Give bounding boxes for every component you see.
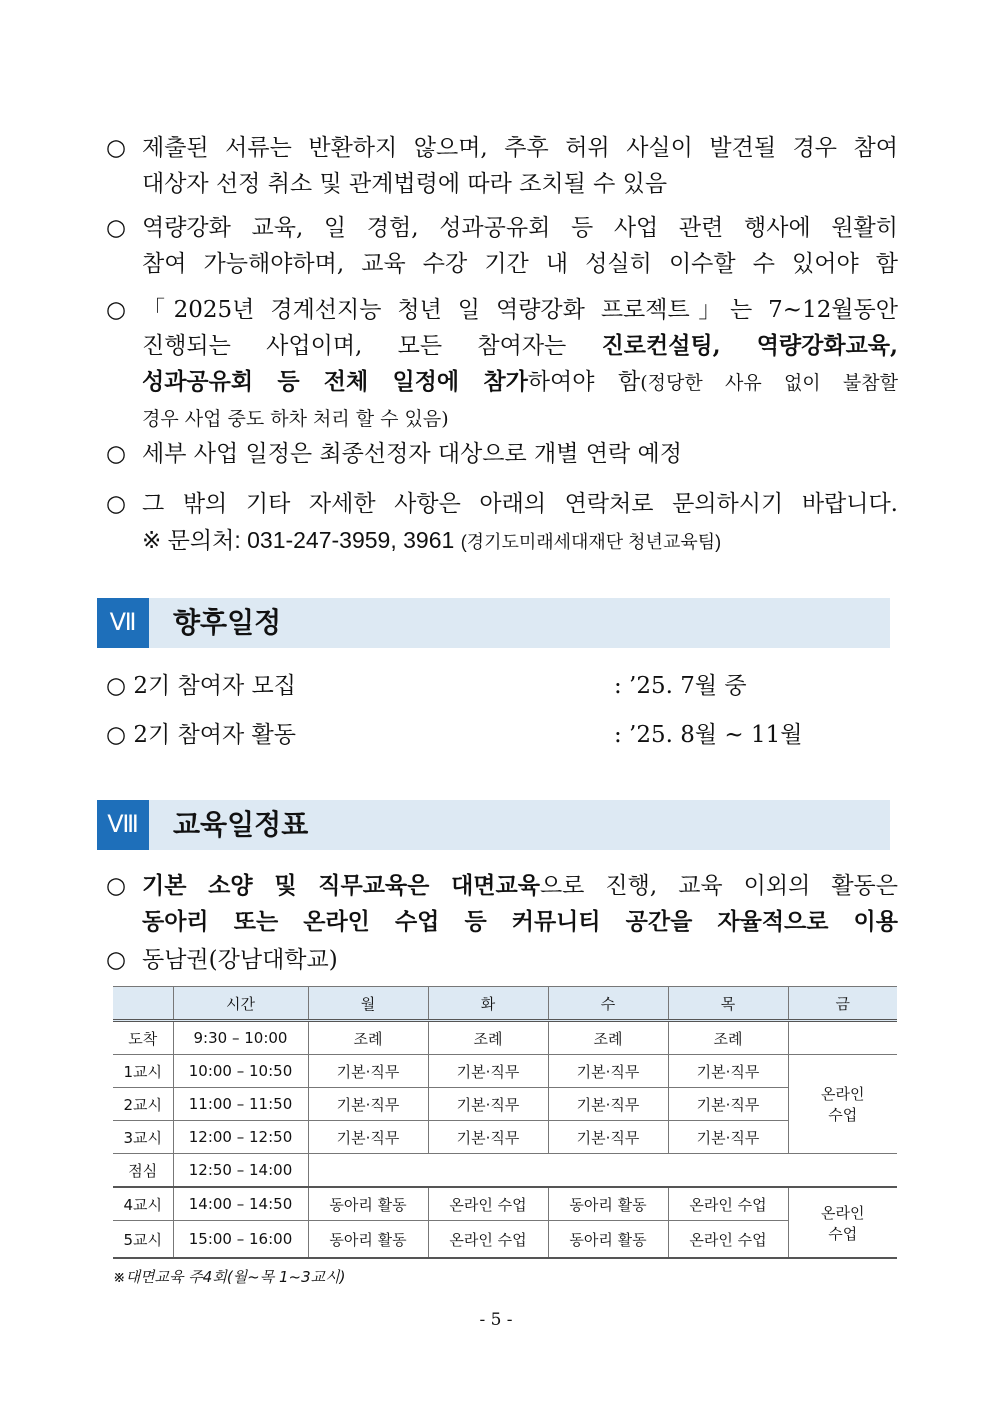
circle-bullet-icon: ○ bbox=[106, 722, 127, 748]
class-cell: 기본·직무 bbox=[548, 1055, 668, 1088]
time-cell: 12:50 – 14:00 bbox=[173, 1154, 308, 1188]
notice-returned-documents bbox=[106, 130, 898, 202]
table-row bbox=[113, 1055, 897, 1088]
time-cell: 12:00 – 12:50 bbox=[173, 1121, 308, 1154]
period-cell: 3교시 bbox=[113, 1121, 173, 1154]
header-cell: 시간 bbox=[173, 987, 308, 1021]
notice-region bbox=[106, 942, 898, 978]
contact-label: ※ 문의처: bbox=[142, 527, 248, 553]
class-cell: 조례 bbox=[428, 1021, 548, 1055]
bullet-line: 세부 사업 일정은 최종선정자 대상으로 개별 연락 예정 bbox=[142, 441, 682, 467]
table-row bbox=[113, 1221, 897, 1259]
circle-bullet-icon: ○ bbox=[106, 947, 127, 973]
bold-text: 성과공유회 등 전체 일정에 참가 bbox=[142, 368, 528, 395]
class-cell: 동아리 활동 bbox=[308, 1187, 428, 1221]
class-cell: 기본·직무 bbox=[548, 1088, 668, 1121]
circle-bullet-icon: ○ bbox=[106, 491, 127, 517]
period-cell: 5교시 bbox=[113, 1221, 173, 1259]
period-cell: 4교시 bbox=[113, 1187, 173, 1221]
time-cell: 10:00 – 10:50 bbox=[173, 1055, 308, 1088]
plain-text: 하여야 함 bbox=[527, 369, 641, 395]
contact-line bbox=[106, 522, 898, 560]
class-cell: 기본·직무 bbox=[428, 1121, 548, 1154]
section-header-timetable bbox=[97, 800, 890, 850]
class-cell: 기본·직무 bbox=[428, 1055, 548, 1088]
section-title: 교육일정표 bbox=[173, 808, 309, 841]
class-cell: 온라인 수업 bbox=[668, 1187, 788, 1221]
timetable-footnote: ※대면교육 주4회(월~목 1~3교시) bbox=[113, 1268, 346, 1286]
section-number: Ⅷ bbox=[97, 800, 149, 850]
table-header-row bbox=[113, 987, 897, 1021]
cell-line: 수업 bbox=[828, 1106, 858, 1124]
cell-line: 수업 bbox=[828, 1224, 858, 1243]
time-cell: 9:30 – 10:00 bbox=[173, 1021, 308, 1055]
bullet-line: 대상자 선정 취소 및 관계법령에 따라 조치될 수 있음 bbox=[142, 171, 668, 197]
plain-text: 으로 진행, 교육 이외의 활동은 bbox=[539, 873, 898, 899]
friday-online-cell bbox=[788, 1187, 897, 1258]
lunch-empty-cell bbox=[308, 1154, 897, 1188]
period-cell: 도착 bbox=[113, 1021, 173, 1055]
period-cell: 1교시 bbox=[113, 1055, 173, 1088]
circle-bullet-icon: ○ bbox=[106, 673, 127, 699]
circle-bullet-icon: ○ bbox=[106, 297, 127, 323]
class-cell: 온라인 수업 bbox=[668, 1221, 788, 1259]
circle-bullet-icon: ○ bbox=[106, 135, 127, 161]
schedule-item bbox=[106, 717, 896, 753]
bullet-line: 경우 사업 중도 하차 처리 할 수 있음) bbox=[142, 408, 449, 430]
bullet-line bbox=[106, 364, 898, 401]
bullet-line: 그 밖의 기타 자세한 사항은 아래의 연락처로 문의하시기 바랍니다. bbox=[142, 491, 898, 517]
schedule-date: : ’25. 8월 ~ 11월 bbox=[614, 722, 803, 748]
header-cell bbox=[113, 987, 173, 1021]
schedule-label: 2기 참여자 모집 bbox=[133, 673, 296, 699]
class-cell: 기본·직무 bbox=[308, 1055, 428, 1088]
circle-bullet-icon: ○ bbox=[106, 215, 127, 241]
class-cell: 기본·직무 bbox=[308, 1088, 428, 1121]
period-cell: 점심 bbox=[113, 1154, 173, 1188]
notice-contact bbox=[106, 486, 898, 560]
schedule-item bbox=[106, 668, 896, 704]
bullet-line bbox=[106, 868, 898, 904]
time-cell: 11:00 – 11:50 bbox=[173, 1088, 308, 1121]
class-cell: 기본·직무 bbox=[668, 1055, 788, 1088]
class-cell: 동아리 활동 bbox=[308, 1221, 428, 1259]
contact-phone: 031-247-3959, 3961 bbox=[247, 527, 455, 553]
section-header-schedule bbox=[97, 598, 890, 648]
notice-project-schedule bbox=[106, 292, 898, 437]
time-cell: 15:00 – 16:00 bbox=[173, 1221, 308, 1259]
plain-text: 진행되는 사업이며, 모든 참여자는 bbox=[142, 333, 602, 359]
table-row bbox=[113, 1121, 897, 1154]
schedule-date: : ’25. 7월 중 bbox=[614, 673, 747, 699]
class-cell: 기본·직무 bbox=[548, 1121, 668, 1154]
header-cell: 수 bbox=[548, 987, 668, 1021]
class-cell: 온라인 수업 bbox=[428, 1187, 548, 1221]
bullet-line: 「2025년 경계선지능 청년 일 역량강화 프로젝트」는 7~12월동안 bbox=[142, 297, 898, 323]
notice-participation bbox=[106, 210, 898, 282]
class-cell: 동아리 활동 bbox=[548, 1221, 668, 1259]
bullet-line: 동남권(강남대학교) bbox=[142, 947, 338, 973]
timetable bbox=[113, 986, 897, 1259]
bullet-line: 동아리 또는 온라인 수업 등 커뮤니티 공간을 자율적으로 이용 bbox=[142, 908, 898, 935]
bold-text: 기본 소양 및 직무교육은 대면교육 bbox=[142, 872, 540, 899]
bold-text: 진로컨설팅, 역량강화교육, bbox=[601, 332, 899, 359]
table-row bbox=[113, 1187, 897, 1221]
time-cell: 14:00 – 14:50 bbox=[173, 1187, 308, 1221]
circle-bullet-icon: ○ bbox=[106, 441, 127, 467]
class-cell: 기본·직무 bbox=[428, 1088, 548, 1121]
table-row bbox=[113, 1088, 897, 1121]
class-cell: 기본·직무 bbox=[668, 1121, 788, 1154]
bullet-line bbox=[106, 328, 898, 364]
class-cell: 동아리 활동 bbox=[548, 1187, 668, 1221]
class-cell: 온라인 수업 bbox=[428, 1221, 548, 1259]
header-cell: 금 bbox=[788, 987, 897, 1021]
class-cell: 기본·직무 bbox=[308, 1121, 428, 1154]
small-text: (정당한 사유 없이 불참할 bbox=[640, 372, 898, 394]
circle-bullet-icon: ○ bbox=[106, 873, 127, 899]
header-cell: 화 bbox=[428, 987, 548, 1021]
schedule-label: 2기 참여자 활동 bbox=[133, 722, 296, 748]
class-cell: 조례 bbox=[308, 1021, 428, 1055]
header-cell: 목 bbox=[668, 987, 788, 1021]
header-cell: 월 bbox=[308, 987, 428, 1021]
bullet-line: 제출된 서류는 반환하지 않으며, 추후 허위 사실이 발견될 경우 참여 bbox=[142, 135, 898, 161]
notice-detailed-schedule bbox=[106, 436, 898, 472]
section-title: 향후일정 bbox=[173, 606, 282, 639]
cell-line: 온라인 bbox=[821, 1203, 865, 1222]
friday-online-cell bbox=[788, 1055, 897, 1154]
class-cell: 조례 bbox=[548, 1021, 668, 1055]
bullet-line: 역량강화 교육, 일 경험, 성과공유회 등 사업 관련 행사에 원활히 bbox=[142, 215, 898, 241]
section-number: Ⅶ bbox=[97, 598, 149, 648]
cell-line: 온라인 bbox=[821, 1085, 865, 1103]
contact-org: (경기도미래세대재단 청년교육팀) bbox=[460, 532, 722, 552]
table-row bbox=[113, 1021, 897, 1055]
class-cell: 조례 bbox=[668, 1021, 788, 1055]
class-cell bbox=[788, 1021, 897, 1055]
page-number: - 5 - bbox=[479, 1310, 513, 1330]
table-row bbox=[113, 1154, 897, 1188]
class-cell: 기본·직무 bbox=[668, 1088, 788, 1121]
period-cell: 2교시 bbox=[113, 1088, 173, 1121]
notice-education-format bbox=[106, 868, 898, 940]
bullet-line: 참여 가능해야하며, 교육 수강 기간 내 성실히 이수할 수 있어야 함 bbox=[142, 251, 898, 277]
